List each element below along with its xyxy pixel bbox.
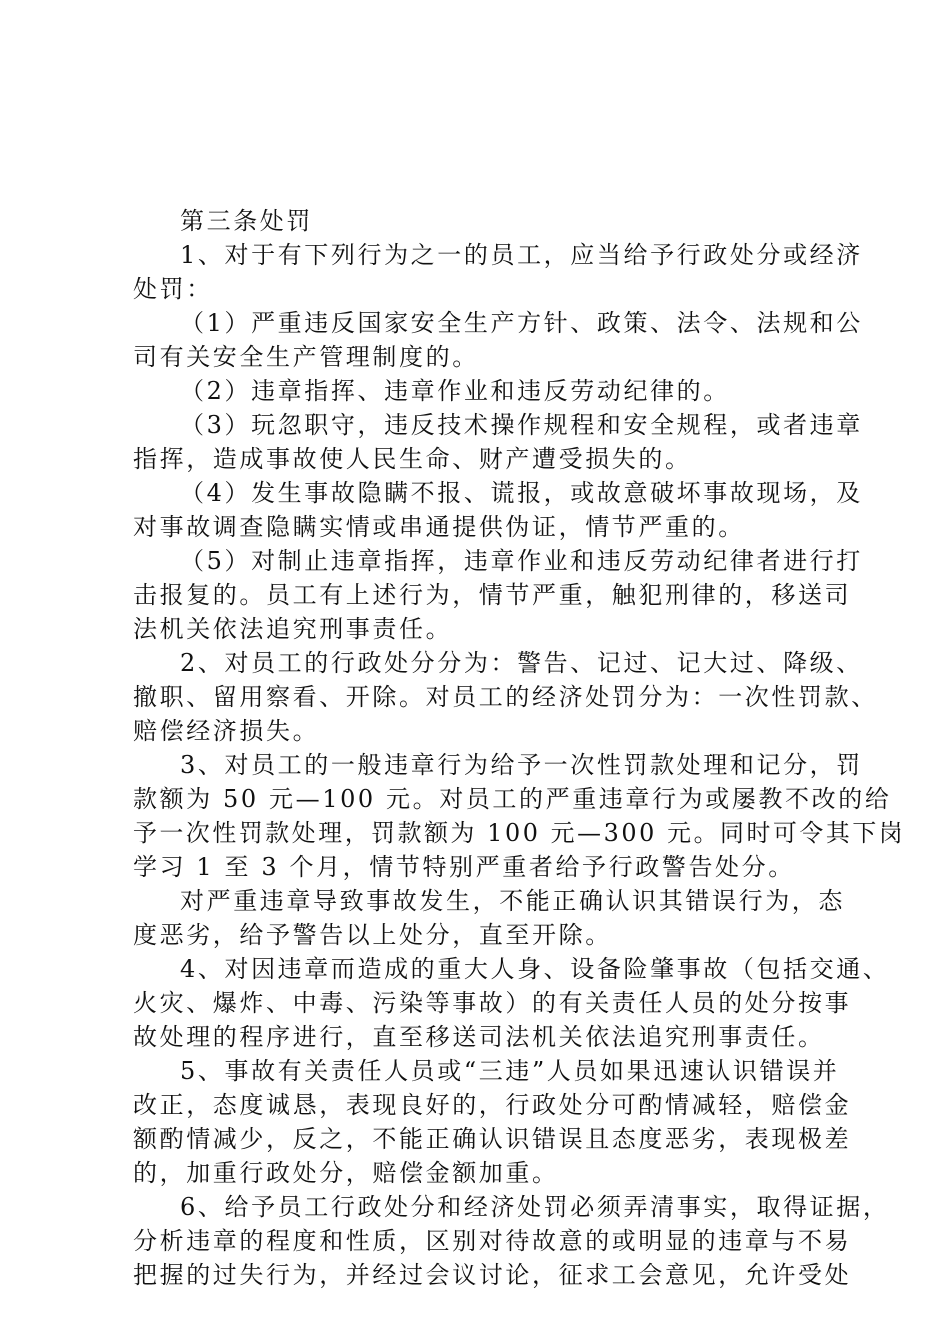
text-line: 的，加重行政处分，赔偿金额加重。 xyxy=(133,1159,559,1187)
text-line: 处罚： xyxy=(133,275,213,303)
text-line: 对严重违章导致事故发生，不能正确认识其错误行为，态 xyxy=(180,887,845,915)
text-line: （3）玩忽职守，违反技术操作规程和安全规程，或者违章 xyxy=(180,411,863,439)
text-line: 改正，态度诚恳，表现良好的，行政处分可酌情减轻，赔偿金 xyxy=(133,1091,852,1119)
text-line: 5、事故有关责任人员或“三违”人员如果迅速认识错误并 xyxy=(180,1057,840,1085)
text-line: 赔偿经济损失。 xyxy=(133,717,320,745)
text-line: 击报复的。员工有上述行为，情节严重，触犯刑律的，移送司 xyxy=(133,581,852,609)
text-line: （2）违章指挥、违章作业和违反劳动纪律的。 xyxy=(180,377,730,405)
text-line: 6、给予员工行政处分和经济处罚必须弄清事实，取得证据， xyxy=(180,1193,890,1221)
text-line: 1、对于有下列行为之一的员工，应当给予行政处分或经济 xyxy=(180,241,863,269)
text-line: 学习 1 至 3 个月，情节特别严重者给予行政警告处分。 xyxy=(133,853,795,881)
text-line: 3、对员工的一般违章行为给予一次性罚款处理和记分，罚 xyxy=(180,751,863,779)
text-line: 款额为 50 元—100 元。对员工的严重违章行为或屡教不改的给 xyxy=(133,785,892,813)
text-line: （4）发生事故隐瞒不报、谎报，或故意破坏事故现场，及 xyxy=(180,479,863,507)
text-line: 火灾、爆炸、中毒、污染等事故）的有关责任人员的处分按事 xyxy=(133,989,852,1017)
text-line: 司有关安全生产管理制度的。 xyxy=(133,343,479,371)
text-line: 额酌情减少，反之，不能正确认识错误且态度恶劣，表现极差 xyxy=(133,1125,852,1153)
text-line: 分析违章的程度和性质，区别对待故意的或明显的违章与不易 xyxy=(133,1227,852,1255)
text-line: 撤职、留用察看、开除。对员工的经济处罚分为：一次性罚款、 xyxy=(133,683,878,711)
text-line: 对事故调查隐瞒实情或串通提供伪证，情节严重的。 xyxy=(133,513,745,541)
text-line: 4、对因违章而造成的重大人身、设备险肇事故（包括交通、 xyxy=(180,955,890,983)
text-line: 指挥，造成事故使人民生命、财产遭受损失的。 xyxy=(133,445,692,473)
text-line: （1）严重违反国家安全生产方针、政策、法令、法规和公 xyxy=(180,309,863,337)
text-line: 故处理的程序进行，直至移送司法机关依法追究刑事责任。 xyxy=(133,1023,825,1051)
text-line: 法机关依法追究刑事责任。 xyxy=(133,615,453,643)
text-line: 度恶劣，给予警告以上处分，直至开除。 xyxy=(133,921,612,949)
section-heading: 第三条处罚 xyxy=(180,207,313,235)
text-line: 予一次性罚款处理，罚款额为 100 元—300 元。同时可令其下岗 xyxy=(133,819,906,847)
text-line: 2、对员工的行政处分分为：警告、记过、记大过、降级、 xyxy=(180,649,863,677)
text-line: 把握的过失行为，并经过会议讨论，征求工会意见，允许受处 xyxy=(133,1261,852,1289)
text-line: （5）对制止违章指挥，违章作业和违反劳动纪律者进行打 xyxy=(180,547,863,575)
